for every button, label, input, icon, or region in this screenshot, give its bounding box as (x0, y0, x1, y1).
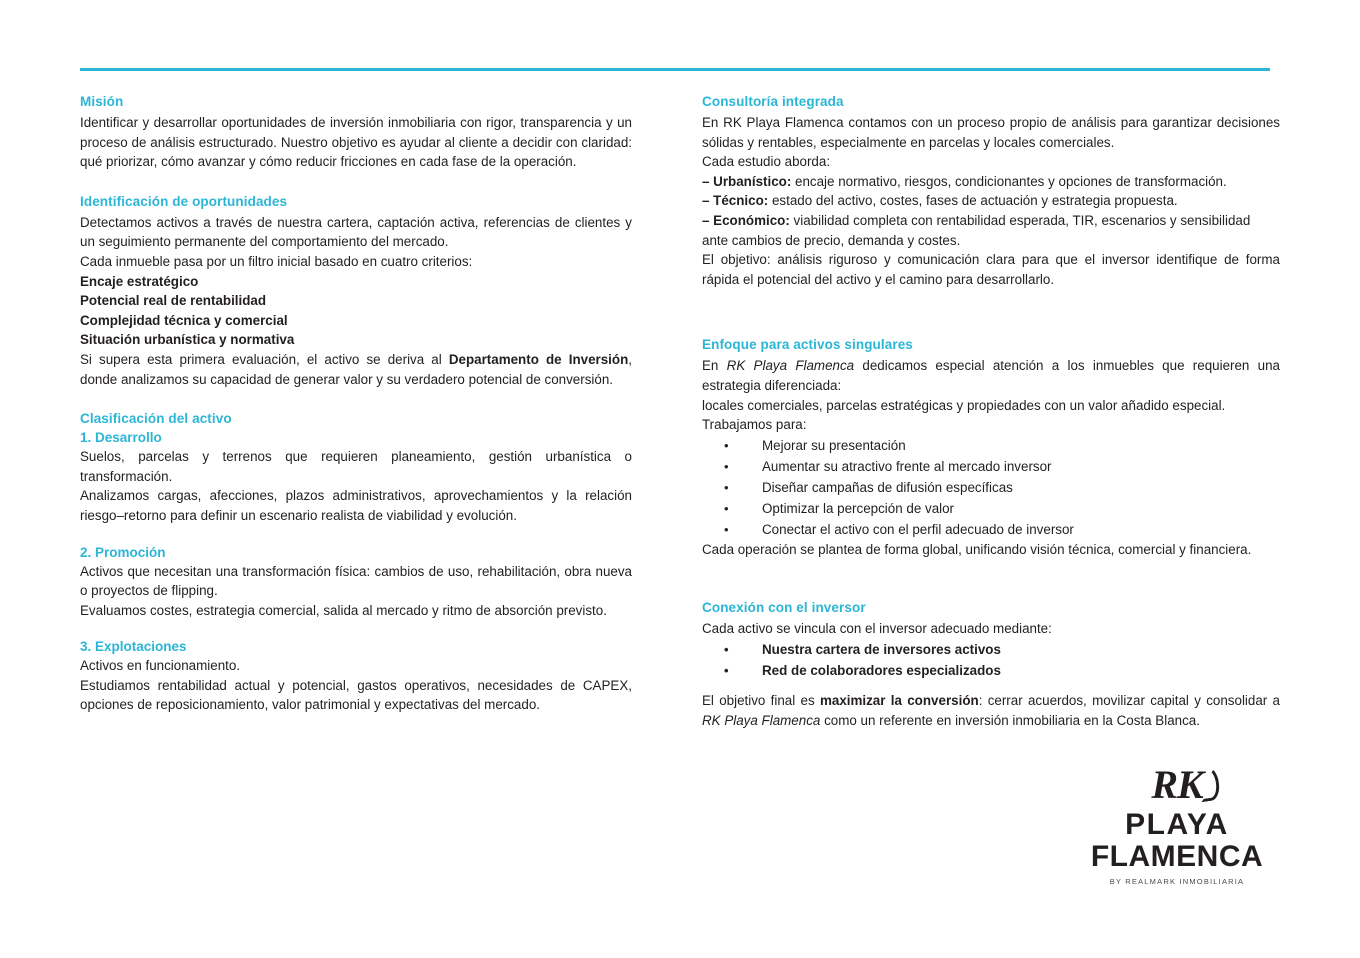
logo-line-playa: PLAYA (1125, 808, 1229, 841)
enfoque-paragraph-2: locales comerciales, parcelas estratégicas y propiedades con un valor añadido especial. (702, 397, 1226, 413)
list-item: • Mejorar su presentación (702, 435, 1280, 456)
clasificacion-item-1-paragraph-2: Analizamos cargas, afecciones, plazos administrativos, aprovechamientos y la relación riesgo–retorno para definir un escenario realista de viabilidad y evolución. (80, 488, 632, 523)
clasificacion-item-3-paragraph-1: Activos en funcionamiento. (80, 658, 241, 674)
clasificacion-item-2-paragraph-1: Activos que necesitan una transformación física: cambios de uso, rehabilitación, obra nueva o proyectos de flipping. (80, 563, 632, 599)
consultoria-item-economico-text: viabilidad completa con rentabilidad esperada, TIR, escenarios y sensibilidad ante cambios de precio, demanda y costes. (702, 212, 1251, 248)
mision-paragraph: Identificar y desarrollar oportunidades de inversión inmobiliaria con rigor, transparencia y un proceso de análisis estructurado. Nuestro objetivo es ayudar al cliente a decidir con claridad: qué priorizar, cómo avanzar y cómo reducir fricciones en cada fase de la operación. (80, 115, 632, 170)
conexion-closing-post: como un referente en inversión inmobiliaria en la Costa Blanca. (820, 712, 1200, 728)
consultoria-item-tecnico (702, 191, 1280, 211)
two-column-layout (80, 94, 1280, 752)
logo-tagline: BY REALMARK INMOBILIARIA (1109, 877, 1245, 886)
left-column (80, 94, 632, 752)
enfoque-intro-post: dedicamos especial atención a los inmuebles que requieren una estrategia diferenciada: (702, 358, 1280, 393)
identificacion-closing-pre: Si supera esta primera evaluación, el activo se deriva al (80, 351, 449, 367)
consultoria-heading: Consultoría integrada (702, 94, 844, 109)
consultoria-paragraph-2: Cada estudio aborda: (702, 154, 831, 170)
enfoque-closing: Cada operación se plantea de forma global, unificando visión técnica, comercial y financiera. (702, 541, 1252, 557)
criterio-2: Potencial real de rentabilidad (80, 293, 267, 309)
identificacion-paragraph-1: Detectamos activos a través de nuestra cartera, captación activa, referencias de clientes y un seguimiento permanente del comportamiento del mercado. (80, 214, 632, 250)
criterio-3: Complejidad técnica y comercial (80, 312, 288, 328)
clasificacion-item-1-paragraph-1: Suelos, parcelas y terrenos que requieren planeamiento, gestión urbanística o transformación. (80, 449, 632, 484)
clasificacion-heading: Clasificación del activo (80, 411, 232, 427)
spacer-5 (702, 681, 1280, 691)
section-clasificacion (80, 411, 632, 715)
section-enfoque (702, 337, 1280, 559)
brand-logo (1082, 762, 1272, 886)
enfoque-intro (702, 356, 1280, 395)
identificacion-closing-bold: Departamento de Inversión (448, 351, 629, 367)
conexion-closing (702, 691, 1280, 730)
list-item: • Aumentar su atractivo frente al mercado inversor (702, 456, 1280, 477)
right-column (702, 94, 1280, 752)
spacer-3 (702, 311, 1280, 337)
conexion-closing-mid: : cerrar acuerdos, movilizar capital y consolidar a (978, 692, 1280, 708)
logo-swoosh-icon (1196, 766, 1221, 802)
enfoque-heading: Enfoque para activos singulares (702, 337, 913, 353)
logo-monogram-text: RK (1151, 762, 1203, 807)
conexion-intro: Cada activo se vincula con el inversor adecuado mediante: (702, 621, 1052, 637)
identificacion-heading: Identificación de oportunidades (80, 193, 288, 209)
logo-line-flamenca: FLAMENCA (1090, 840, 1264, 873)
section-conexion (702, 600, 1280, 730)
logo-monogram (1151, 762, 1203, 807)
list-item: • Nuestra cartera de inversores activos (702, 639, 1280, 660)
enfoque-paragraph-3: Trabajamos para: (702, 417, 807, 433)
criterio-1: Encaje estratégico (80, 273, 199, 289)
conexion-bullet-list (702, 639, 1280, 681)
mision-heading: Misión (80, 94, 124, 109)
enfoque-intro-italic: RK Playa Flamenca (726, 358, 855, 374)
conexion-heading: Conexión con el inversor (702, 600, 866, 616)
clasificacion-item-3-title: 3. Explotaciones (80, 639, 187, 655)
top-rule-divider (80, 68, 1270, 71)
identificacion-closing (80, 350, 632, 389)
list-item: • Red de colaboradores especializados (702, 660, 1280, 681)
spacer-2 (80, 620, 632, 639)
spacer-4 (702, 581, 1280, 600)
consultoria-item-tecnico-text: estado del activo, costes, fases de actuación y estrategia propuesta. (768, 193, 1178, 209)
consultoria-closing: El objetivo: análisis riguroso y comunicación clara para que el inversor identifique de forma rápida el potencial del activo y el camino para desarrollarlo. (702, 252, 1280, 287)
list-item: • Diseñar campañas de difusión específicas (702, 477, 1280, 498)
section-consultoria (702, 94, 1280, 289)
consultoria-item-economico (702, 211, 1280, 250)
criterio-4: Situación urbanística y normativa (80, 332, 295, 348)
spacer-1 (80, 526, 632, 545)
list-item: • Optimizar la percepción de valor (702, 498, 1280, 519)
conexion-closing-bold: maximizar la conversión (819, 692, 979, 708)
consultoria-paragraph-1: En RK Playa Flamenca contamos con un proceso propio de análisis para garantizar decisiones sólidas y rentables, especialmente en parcelas y locales comerciales. (702, 115, 1280, 150)
consultoria-item-economico-label: – Económico: (702, 212, 790, 228)
enfoque-bullet-list (702, 435, 1280, 540)
clasificacion-item-3-paragraph-2: Estudiamos rentabilidad actual y potencial, gastos operativos, necesidades de CAPEX, opciones de reposicionamiento, valor patrimonial y expectativas del mercado. (80, 677, 632, 713)
clasificacion-item-2-title: 2. Promoción (80, 544, 166, 560)
section-identificacion (80, 194, 632, 389)
consultoria-item-urbanistico-label: – Urbanístico: (702, 173, 792, 189)
clasificacion-item-2-paragraph-2: Evaluamos costes, estrategia comercial, salida al mercado y ritmo de absorción previsto. (80, 602, 607, 618)
section-mision (80, 94, 632, 172)
consultoria-item-urbanistico-text: encaje normativo, riesgos, condicionantes y opciones de transformación. (791, 173, 1227, 189)
consultoria-item-urbanistico (702, 172, 1280, 192)
clasificacion-item-1-title: 1. Desarrollo (80, 430, 162, 446)
identificacion-paragraph-2: Cada inmueble pasa por un filtro inicial basado en cuatro criterios: (80, 253, 473, 269)
consultoria-item-tecnico-label: – Técnico: (702, 193, 769, 209)
conexion-closing-pre: El objetivo final es (702, 692, 820, 708)
enfoque-intro-pre: En (702, 358, 727, 374)
conexion-closing-italic: RK Playa Flamenca (702, 712, 821, 728)
identificacion-closing-post: , donde analizamos su capacidad de generar valor y su verdadero potencial de conversión. (80, 351, 632, 387)
list-item: • Conectar el activo con el perfil adecuado de inversor (702, 519, 1280, 540)
